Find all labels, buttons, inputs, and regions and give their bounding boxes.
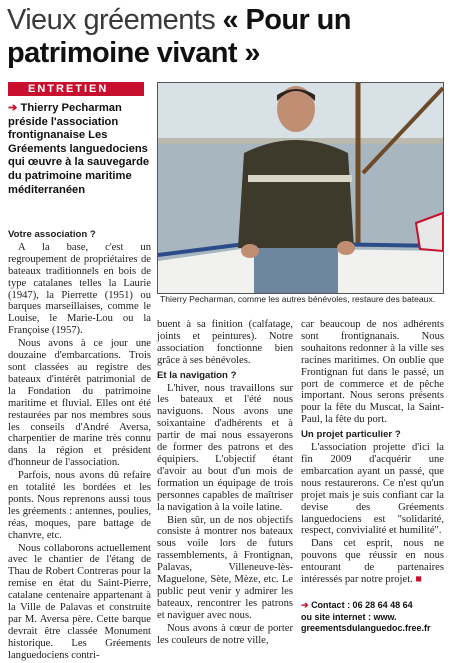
section-tag: ENTRETIEN bbox=[8, 82, 144, 96]
arrow-icon: ➔ bbox=[8, 102, 18, 114]
paragraph: Nous avons à cœur de porter les couleurs de notre ville, bbox=[157, 622, 293, 646]
contact-website-intro: ou site internet : www. bbox=[301, 611, 397, 622]
paragraph: A la base, c'est un regroupement de propriétaires de bateaux traditionnels en bois de type catalanes telles la Laurie (1947), la Pierrette (1951) ou barques marseillaises, comme le Louise, le Marie-Lou ou la Françoise (1957). bbox=[8, 241, 151, 337]
contact-website[interactable]: greementsdulanguedoc.free.fr bbox=[301, 623, 431, 633]
end-mark-icon: ■ bbox=[415, 574, 422, 586]
question-heading: Et la navigation ? bbox=[157, 369, 237, 381]
paragraph-text: Dans cet esprit, nous ne pouvons que réussir en nous entourant de partenaires intéressés par notre projet. bbox=[301, 538, 444, 586]
photo-illustration bbox=[158, 83, 443, 293]
paragraph bbox=[301, 538, 444, 586]
headline-light: Vieux gréements bbox=[7, 4, 223, 36]
intro-text: Thierry Pecharman préside l'association frontignanaise Les Gréements languedociens qui œuvre à la sauvegarde du patrimoine maritime méditerranéen bbox=[8, 102, 150, 196]
paragraph: Bien sûr, un de nos objectifs consiste à montrer nos bateaux sous voile lors de futurs rassemblements, à Frontignan, Palavas, Villeneuve-lès-Maguelone, Sète, Mèze, etc. Le public peut venir y admirer les bateaux, rencontrer les patrons et naviguer avec nous. bbox=[157, 514, 293, 621]
question-heading: Un projet particulier ? bbox=[301, 429, 401, 441]
contact-phone: Contact : 06 28 64 48 64 bbox=[311, 600, 413, 610]
question-heading: Votre association ? bbox=[8, 229, 96, 240]
intro-lead bbox=[8, 102, 152, 197]
paragraph: car beaucoup de nos adhérents sont frontignanais. Nous souhaitons redonner à la ville ses racines maritimes. On oublie que Frontignan fut dans le passé, un port de commerce et de pêche important. Nous serons présents pour la fête du Muscat, la Saint-Paul, la fête du port. bbox=[301, 319, 444, 426]
contact-box bbox=[301, 600, 446, 635]
paragraph: Nous avons à ce jour une douzaine d'embarcations. Trois sont classées au registre des bateaux d'intérêt patrimonial de la Fondation du patrimoine maritime et fluvial. Elles ont été restaurées par nos membres sous les conseils d'André Aversa, charpentier de marine très connu dans la région et président d'honneur de l'association. bbox=[8, 338, 151, 469]
photo-caption: Thierry Pecharman, comme les autres bénévoles, restaure des bateaux. bbox=[160, 294, 436, 304]
paragraph: L'association projette d'ici la fin 2009 d'acquérir une embarcation ayant un passé, que nous restaurerons. Ce n'est qu'un projet mais je suis confiant car la devise des Gréements languedociens est "solidarité, respect, convivialité et humilité". bbox=[301, 442, 444, 537]
arrow-icon: ➔ bbox=[301, 600, 309, 610]
headline bbox=[7, 4, 447, 70]
article-column-1 bbox=[8, 226, 151, 663]
article-column-2 bbox=[157, 319, 293, 647]
headline-bold: « Pour un patrimoine vivant » bbox=[7, 4, 351, 69]
portrait-photo bbox=[157, 82, 444, 294]
article-column-3 bbox=[301, 319, 444, 587]
paragraph: Parfois, nous avons dû refaire en totalité les bordées et les ponts. Nous reprenons aussi tous les gréements : antennes, poulies, réas, moques, pare battage de chanvre, etc. bbox=[8, 470, 151, 541]
paragraph: L'hiver, nous travaillons sur les bateaux et l'été nous naviguons. Nous avons une soixantaine d'adhérents et à partir de mai nous essayerons de former des patrons et des équipiers. L'objectif étant d'avoir au bout d'un mois de formation un équipage de trois personnes capables de maîtriser la navigation à la voile latine. bbox=[157, 382, 293, 513]
paragraph: buent à sa finition (calfatage, joints et peintures). Notre association fonctionne bien grâce à ses bénévoles. bbox=[157, 319, 293, 366]
paragraph: Nous collaborons actuellement avec le chantier de l'étang de Thau de Robert Contreras pour la remise en état du Saint-Pierre, catalane centenaire appartenant à la Ville de Palavas et construite par M. Aversa père. Cette barque devrait être classée Monument historique. Les Gréements languedociens contri- bbox=[8, 542, 151, 661]
